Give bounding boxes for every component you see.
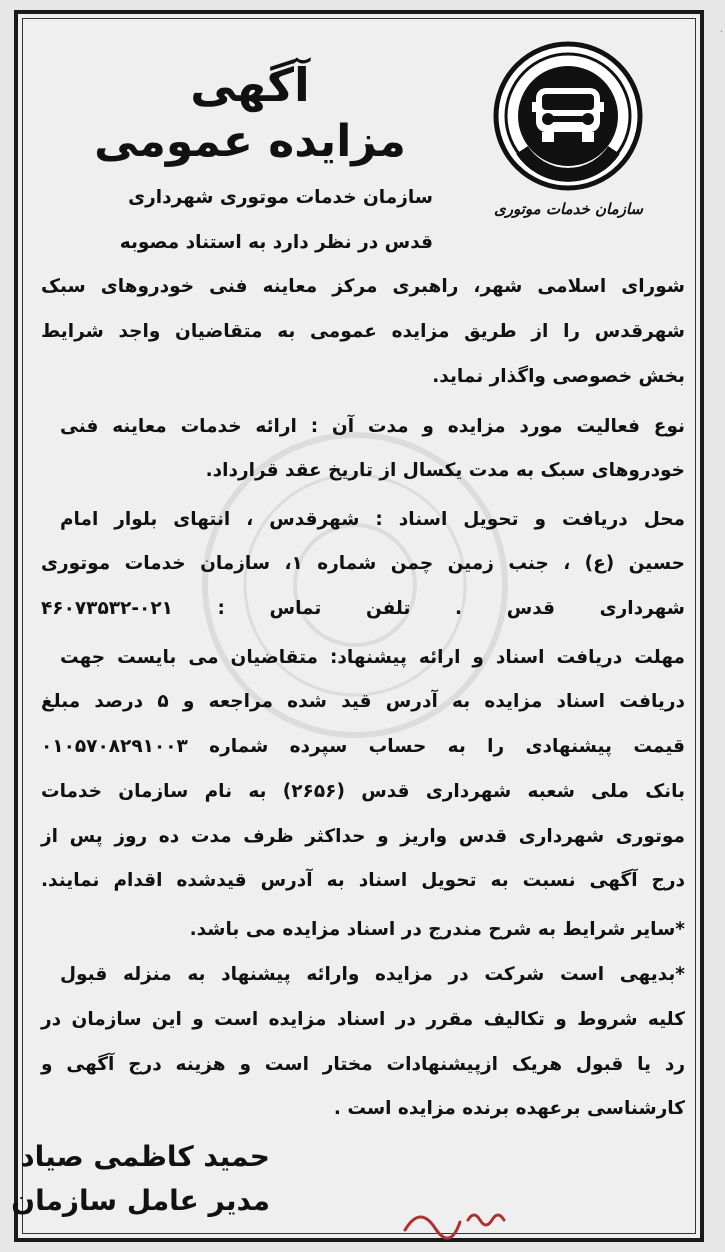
signatory-role: مدیر عامل سازمان: [11, 1184, 270, 1217]
body-line: خودروهای سبک به مدت یکسال از تاریخ عقد قرارداد.: [205, 460, 685, 481]
body-line: نوع فعالیت مورد مزایده و مدت آن : ارائه خدمات معاینه فنی: [60, 416, 685, 437]
body-line: رد یا قبول هریک ازپیشنهادات مختار است و هزینه درج آگهی و: [41, 1054, 685, 1075]
notice-subtitle: مزایده عمومی: [94, 116, 406, 167]
logo-caption: سازمان خدمات موتوری: [493, 200, 643, 218]
body-line: قدس در نظر دارد به استناد مصوبه: [119, 232, 433, 253]
body-line: موتوری شهرداری قدس واریز و حداکثر ظرف مدت ده روز پس از: [41, 826, 685, 847]
body-line: کارشناسی برعهده برنده مزایده است .: [333, 1098, 685, 1119]
body-line: *سایر شرایط به شرح مندرج در اسناد مزایده می باشد.: [189, 919, 685, 940]
body-line: بانک ملی شعبه شهرداری قدس (۲۶۵۶) به نام سازمان خدمات: [41, 781, 685, 802]
body-line: محل دریافت و تحویل اسناد : شهرقدس ، انتهای بلوار امام: [60, 509, 685, 530]
organization-logo: [492, 40, 644, 218]
edge-fragment: .: [719, 22, 723, 35]
car-wrench-logo-icon: [492, 40, 644, 192]
body-line: بخش خصوصی واگذار نماید.: [432, 366, 685, 387]
body-line: درج آگهی نسبت به تحویل اسناد به آدرس قیدشده اقدام نمایند.: [41, 870, 685, 891]
body-line: سازمان خدمات موتوری شهرداری: [128, 187, 433, 208]
body-line: شهرقدس را از طریق مزایده عمومی به متقاضیان واجد شرایط: [41, 321, 685, 342]
body-line: قیمت پیشنهادی را به حساب سپرده شماره ۰۱۰۵۷۰۸۲۹۱۰۰۳: [41, 736, 685, 757]
body-line: حسین (ع) ، جنب زمین چمن شماره ۱، سازمان خدمات موتوری: [41, 553, 686, 574]
body-line: مهلت دریافت اسناد و ارائه پیشنهاد: متقاضیان می بایست جهت: [60, 647, 685, 668]
body-line: شهرداری قدس . تلفن تماس : ۰۲۱-۴۶۰۷۳۵۳۲: [41, 598, 685, 619]
body-line: شورای اسلامی شهر، راهبری مرکز معاینه فنی خودروهای سبک: [41, 276, 685, 297]
body-line: *بدیهی است شرکت در مزایده وارائه پیشنهاد به منزله قبول: [60, 964, 685, 985]
signatory-name: حمید کاظمی صیاد: [20, 1140, 270, 1173]
handwritten-mark-icon: [400, 1200, 510, 1240]
body-line: کلیه شروط و تکالیف مقرر در اسناد مزایده است و این سازمان در: [41, 1009, 685, 1030]
notice-title: آگهی: [190, 58, 310, 112]
body-line: دریافت اسناد مزایده به آدرس قید شده مراجعه و ۵ درصد مبلغ: [41, 691, 685, 712]
